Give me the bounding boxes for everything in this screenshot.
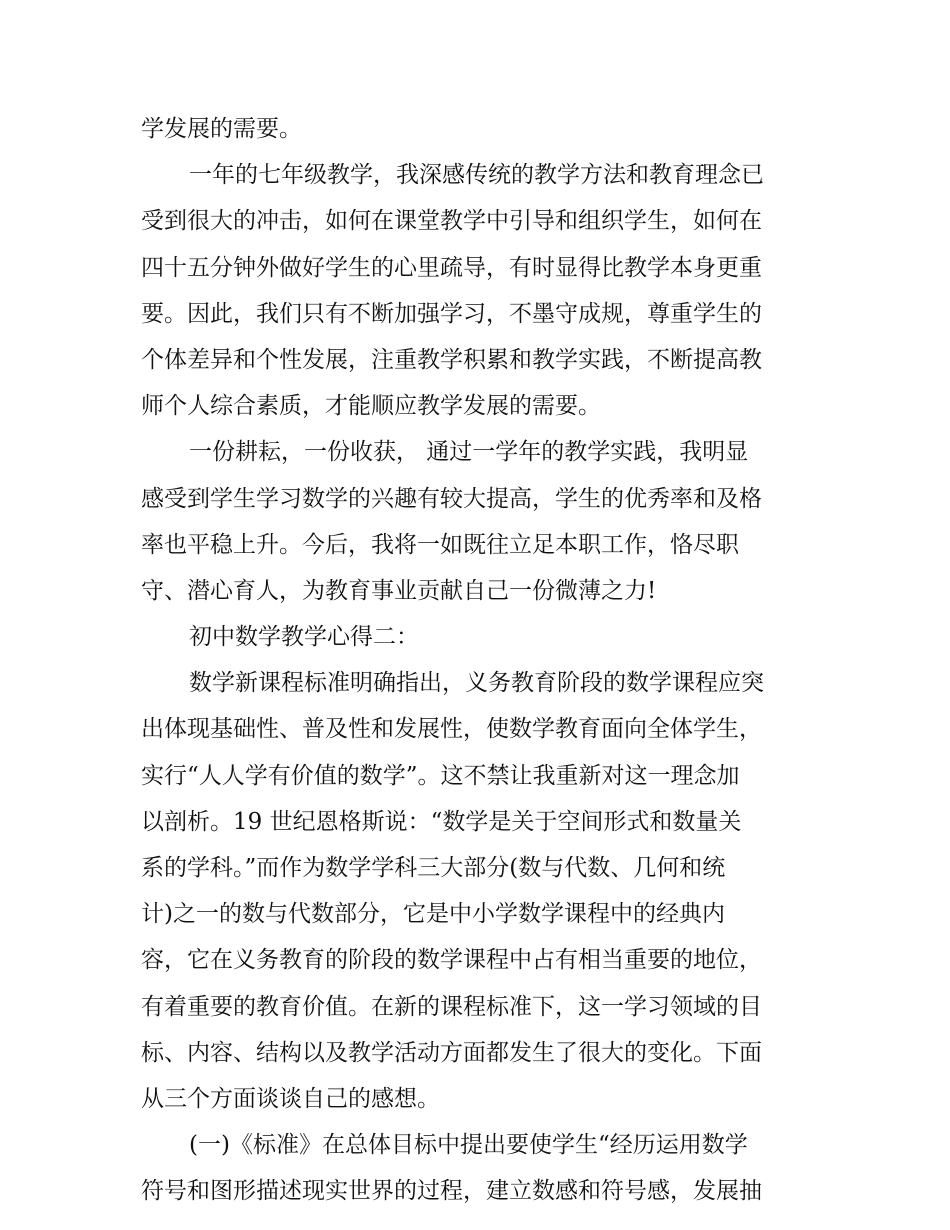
text-line: 以剖析。19 世纪恩格斯说：“数学是关于空间形式和数量关 — [141, 808, 742, 835]
text-line: 出体现基础性、普及性和发展性，使数学教育面向全体学生， — [141, 716, 762, 743]
text-line: 一份耕耘，一份收获， 通过一学年的教学实践，我明显 — [189, 439, 749, 466]
text-line: 要。因此，我们只有不断加强学习，不墨守成规，尊重学生的 — [141, 300, 762, 327]
document-body — [141, 106, 811, 1215]
text-line: 感受到学生学习数学的兴趣有较大提高，学生的优秀率和及格 — [141, 485, 762, 512]
section-heading: 初中数学教学心得二： — [189, 624, 419, 651]
text-line: 受到很大的冲击，如何在课堂教学中引导和组织学生，如何在 — [141, 208, 762, 235]
text-line: 率也平稳上升。今后，我将一如既往立足本职工作，恪尽职 — [141, 531, 739, 558]
text-line: 标、内容、结构以及教学活动方面都发生了很大的变化。下面 — [141, 1039, 762, 1066]
text-line: 有着重要的教育价值。在新的课程标准下，这一学习领域的目 — [141, 993, 762, 1020]
text-line: 学发展的需要。 — [141, 116, 302, 142]
text-line: 四十五分钟外做好学生的心里疏导，有时显得比教学本身更重 — [141, 254, 762, 281]
text-line: 守、潜心育人，为教育事业贡献自己一份微薄之力! — [141, 577, 657, 604]
text-line: (一)《标准》在总体目标中提出要使学生“经历运用数学 — [189, 1132, 748, 1159]
text-line: 容，它在义务教育的阶段的数学课程中占有相当重要的地位， — [141, 947, 762, 974]
text-line: 一年的七年级教学，我深感传统的教学方法和教育理念已 — [189, 162, 764, 189]
text-line: 数学新课程标准明确指出，义务教育阶段的数学课程应突 — [189, 670, 764, 697]
text-line: 实行“人人学有价值的数学”。这不禁让我重新对这一理念加 — [141, 762, 740, 789]
text-line: 符号和图形描述现实世界的过程，建立数感和符号感，发展抽 — [141, 1178, 762, 1205]
text-line: 系的学科。”而作为数学学科三大部分(数与代数、几何和统 — [141, 855, 726, 881]
text-line: 计)之一的数与代数部分，它是中小学数学课程中的经典内 — [141, 901, 725, 928]
text-line: 从三个方面谈谈自己的感想。 — [141, 1085, 440, 1112]
text-line: 师个人综合素质，才能顺应教学发展的需要。 — [141, 393, 601, 420]
text-line: 个体差异和个性发展，注重教学积累和教学实践，不断提高教 — [141, 346, 762, 373]
